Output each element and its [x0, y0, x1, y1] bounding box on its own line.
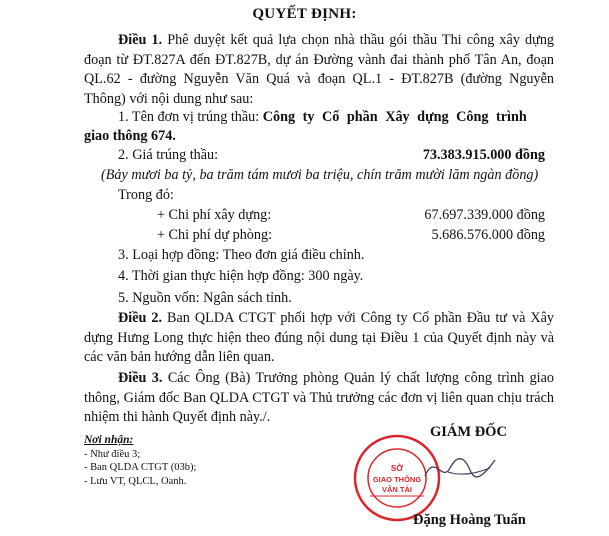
- article-1: [84, 31, 554, 109]
- contract-type: 3. Loại hợp đồng: Theo đơn giá điều chỉnh.: [118, 247, 365, 263]
- seal-text-line: VẬN TẢI: [382, 485, 412, 494]
- winner-line: [118, 108, 527, 127]
- recipients-block: [84, 434, 196, 488]
- recipient-item: - Như điều 3;: [84, 448, 141, 460]
- construction-cost-label: + Chi phí xây dựng:: [157, 207, 272, 223]
- recipients-heading: Nơi nhận:: [84, 434, 134, 446]
- contract-duration: 4. Thời gian thực hiện hợp đồng: 300 ngày.: [118, 268, 364, 284]
- article-1-text: Phê duyệt kết quả lựa chọn nhà thầu gói thầu Thi công xây dựng đoạn từ ĐT.827A đến ĐT.827B, dự án Đường vành đai thành phố Tân An, đoạn QL.62 - đường Nguyễn Văn Quá và đoạn QL.1 - ĐT.827B (đường Nguyễn Thông) với nội dung như sau:: [84, 32, 555, 107]
- funding-source: 5. Nguồn vốn: Ngân sách tỉnh.: [118, 290, 292, 306]
- seal-text-line: SỞ: [390, 464, 404, 473]
- article-2-text: Ban QLDA CTGT phối hợp với Công ty Cổ phần Đầu tư và Xây dựng Hưng Long thực hiện theo đúng nội dung tại Điều 1 của Quyết định này và các văn bản hướng dẫn liên quan.: [84, 310, 555, 365]
- handwritten-signature-icon: [420, 448, 500, 488]
- contingency-cost-value: 5.686.576.000 đồng: [431, 227, 545, 243]
- seal-text-line: GIAO THÔNG: [372, 475, 422, 484]
- construction-cost-value: 67.697.339.000 đồng: [424, 207, 545, 223]
- bid-price-label: 2. Giá trúng thầu:: [118, 147, 219, 163]
- winner-name-cont: giao thông 674.: [84, 128, 176, 144]
- article-3-label: Điều 3.: [118, 370, 163, 386]
- document-title: QUYẾT ĐỊNH:: [252, 6, 357, 22]
- director-title: GIÁM ĐỐC: [430, 424, 507, 440]
- article-3-text: Các Ông (Bà) Trưởng phòng Quản lý chất lượng công trình giao thông, Giám đốc Ban QLDA CTGT và Thủ trưởng các đơn vị liên quan chịu trách nhiệm thi hành Quyết định này./.: [84, 370, 554, 425]
- bid-price-value: 73.383.915.000 đồng: [422, 147, 545, 163]
- article-1-label: Điều 1.: [118, 32, 163, 48]
- winner-label: 1. Tên đơn vị trúng thầu:: [118, 109, 260, 125]
- signer-name: Đặng Hoàng Tuấn: [413, 512, 526, 528]
- article-2-label: Điều 2.: [118, 310, 163, 326]
- article-3: [84, 369, 554, 428]
- breakdown-label: Trong đó:: [118, 187, 174, 203]
- bid-price-words: (Bảy mươi ba tỷ, ba trăm tám mươi ba triệu, chín trăm mười lăm ngàn đồng): [101, 167, 539, 183]
- recipient-item: - Lưu VT, QLCL, Oanh.: [84, 475, 187, 487]
- winner-name: Công ty Cổ phần Xây dựng Công trình: [262, 109, 527, 125]
- article-2: [84, 309, 554, 368]
- recipient-item: - Ban QLDA CTGT (03b);: [84, 462, 197, 473]
- contingency-cost-label: + Chi phí dự phòng:: [157, 227, 273, 243]
